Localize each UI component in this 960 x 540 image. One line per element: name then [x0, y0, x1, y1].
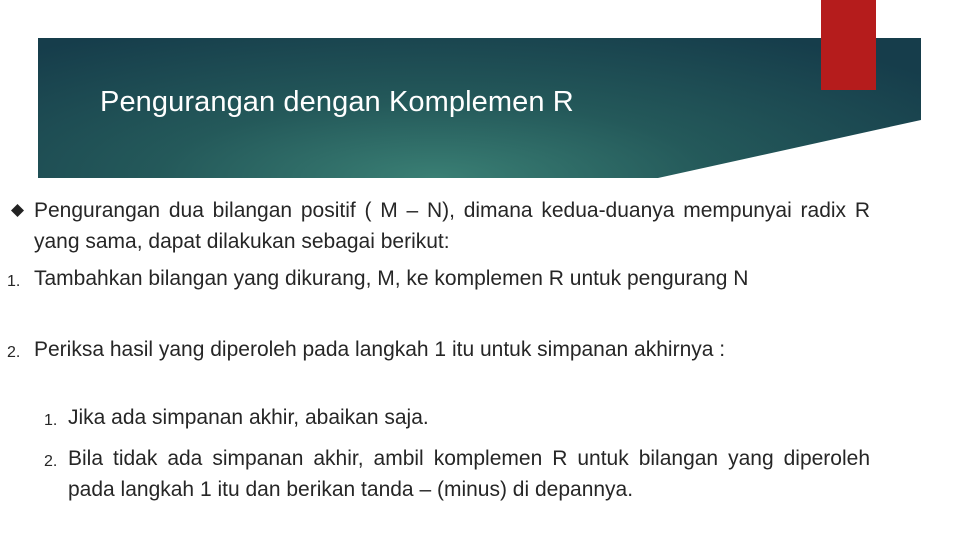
diamond-icon [11, 204, 24, 217]
step-2-number: 2. [7, 344, 21, 361]
substep-1-text: Jika ada simpanan akhir, abaikan saja. [68, 406, 429, 429]
slide-title: Pengurangan dengan Komplemen R [100, 86, 574, 118]
intro-paragraph: Pengurangan dua bilangan positif ( M – N), dimana kedua-duanya mempunyai radix R yang sama, dapat dilakukan sebagai berikut: [34, 199, 870, 253]
substep-2-number: 2. [44, 453, 58, 470]
substep-2-text: Bila tidak ada simpanan akhir, ambil komplemen R untuk bilangan yang diperoleh pada langkah 1 itu dan berikan tanda – (minus) di depannya. [68, 447, 870, 501]
substep-1-number: 1. [44, 412, 58, 429]
step-1-number: 1. [7, 273, 21, 290]
red-accent-bar [821, 0, 876, 90]
step-2-text: Periksa hasil yang diperoleh pada langkah 1 itu untuk simpanan akhirnya : [34, 338, 726, 361]
step-1-text: Tambahkan bilangan yang dikurang, M, ke komplemen R untuk pengurang N [34, 267, 749, 290]
